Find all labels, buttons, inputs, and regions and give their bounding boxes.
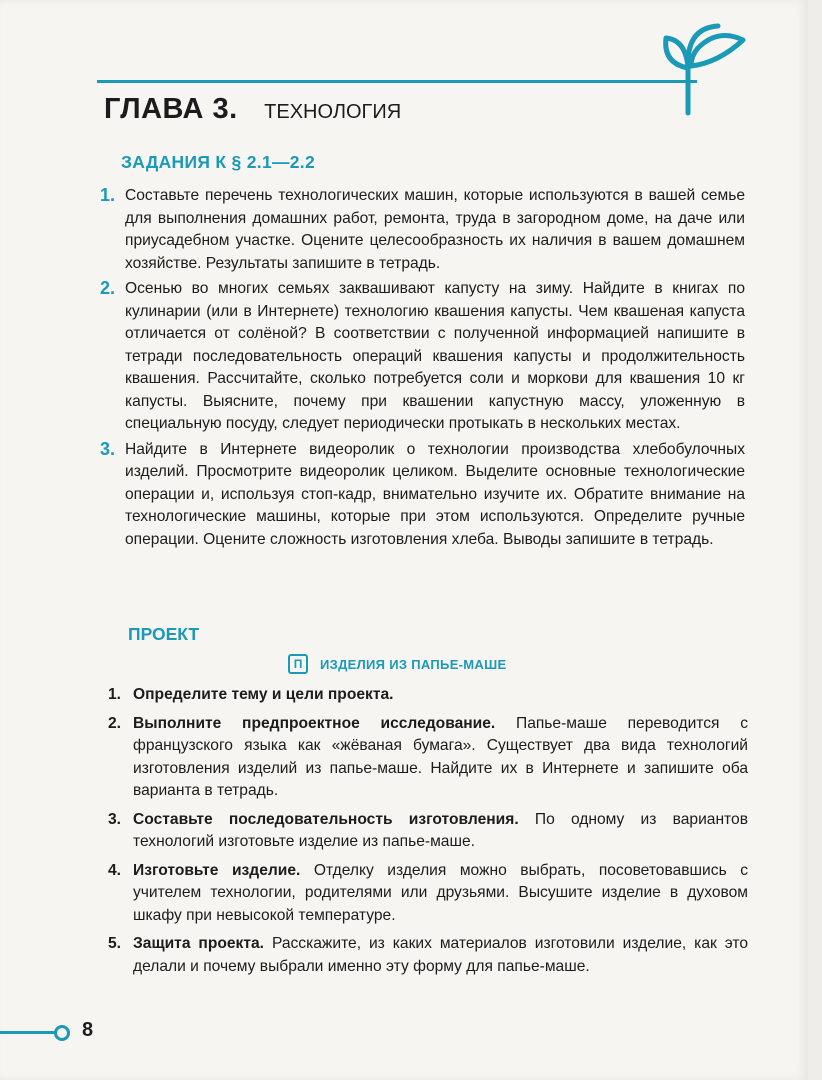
step-number: 2. <box>108 714 122 732</box>
project-step <box>108 809 748 854</box>
project-step <box>108 684 748 707</box>
step-heading: Составьте последовательность изготовления. <box>133 810 535 828</box>
project-steps <box>108 684 748 984</box>
page-number: 8 <box>82 1019 94 1041</box>
task-text: Составьте перечень технологических машин, которые используются в вашей семье для выполнения домашних работ, ремонта, труда в загородном доме, на даче или приусадебном участке. Оцените целесообразность их наличия в вашем домашнем хозяйстве. Результаты запишите в тетрадь. <box>125 187 745 272</box>
task-item <box>100 439 745 552</box>
project-step <box>108 860 748 928</box>
step-number: 3. <box>108 810 122 828</box>
project-icon: П <box>288 654 308 674</box>
step-number: 1. <box>108 686 122 703</box>
project-step <box>108 933 748 978</box>
task-number: 1. <box>100 185 116 205</box>
task-text: Осенью во многих семьях заквашивают капусту на зиму. Найдите в книгах по кулинарии (или в Интернете) технологию квашения капусты. Чем квашеная капуста отличается от солёной? В соответствии с полученной информацией напишите в тетради последовательность операций квашения капусты и продолжительность квашения. Рассчитайте, сколько потребуется соли и моркови для квашения 10 кг капусты. Выясните, почему при квашении капустную массу, уложенную в специальную посуду, следует периодически протыкать в нескольких местах. <box>125 280 745 432</box>
header-rule <box>97 80 697 83</box>
task-item <box>100 185 745 275</box>
task-item <box>100 278 745 436</box>
project-step <box>108 713 748 803</box>
task-list <box>100 185 745 554</box>
step-text: По одному из вариантов технологий изготовьте изделие из папье-маше. <box>133 810 748 850</box>
step-heading: Защита проекта. <box>133 935 272 952</box>
task-number: 2. <box>100 278 116 298</box>
leaf-icon <box>658 18 748 118</box>
step-number: 5. <box>108 935 122 952</box>
step-heading: Определите тему и цели проекта. <box>133 686 394 703</box>
step-text: Расскажите, из каких материалов изготовили изделие, как это делали и почему выбрали именно эту форму для папье-маше. <box>133 935 748 975</box>
step-number: 4. <box>108 861 122 879</box>
chapter-heading <box>104 93 401 126</box>
step-text: Папье-маше переводится с французского языка как «жёваная бумага». Существует два вида технологий изготовления изделий из папье-маше. Найдите их в Интернете и запишите оба варианта в тетрадь. <box>133 714 748 799</box>
section-title: ЗАДАНИЯ К § 2.1—2.2 <box>121 152 316 172</box>
footer-dot-icon <box>54 1025 70 1041</box>
step-heading: Изготовьте изделие. <box>133 861 314 879</box>
step-text: Отделку изделия можно выбрать, посоветовавшись с учителем технологии, родителями или друзьями. Высушите изделие в духовом шкафу при невысокой температуре. <box>133 861 748 924</box>
footer-rule <box>0 1031 56 1034</box>
chapter-number: ГЛАВА 3. <box>104 93 238 125</box>
step-heading: Выполните предпроектное исследование. <box>133 714 516 732</box>
task-text: Найдите в Интернете видеоролик о технологии производства хлебобулочных изделий. Просмотрите видеоролик целиком. Выделите основные технологические операции и, используя стоп-кадр, внимательно изучите их. Обратите внимание на технологические машины, которые при этом используются. Определите ручные операции. Оцените сложность изготовления хлеба. Выводы запишите в тетрадь. <box>125 440 745 548</box>
project-subtitle-text: ИЗДЕЛИЯ ИЗ ПАПЬЕ-МАШЕ <box>320 656 507 672</box>
task-number: 3. <box>100 438 116 459</box>
project-title: ПРОЕКТ <box>128 624 200 644</box>
chapter-topic: ТЕХНОЛОГИЯ <box>264 101 402 123</box>
project-subtitle <box>288 654 506 674</box>
